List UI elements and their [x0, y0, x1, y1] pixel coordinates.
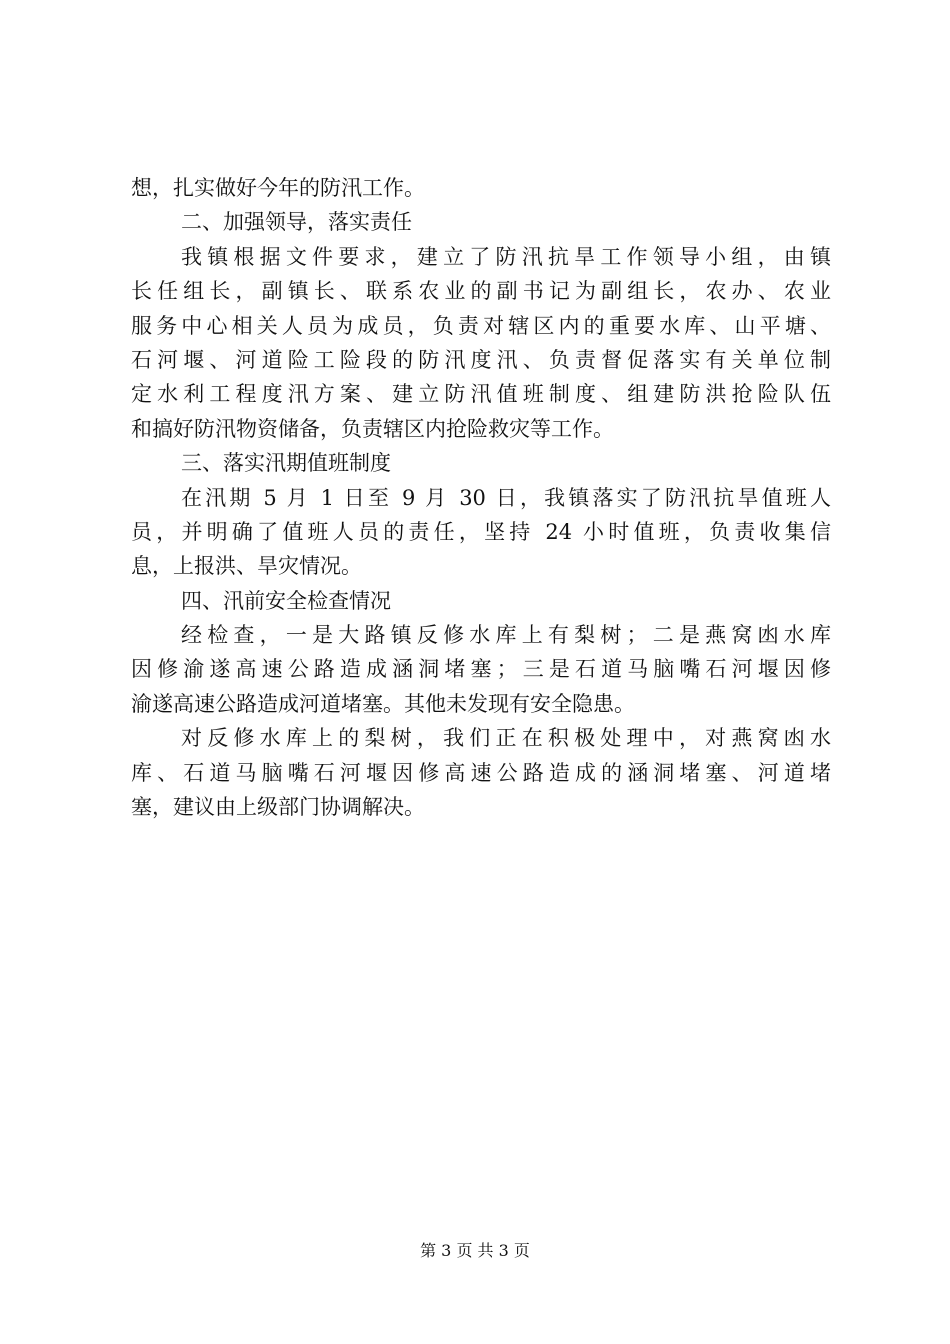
text-line: 塞，建议由上级部门协调解决。: [131, 795, 425, 820]
text-line: 库、石道马脑嘴石河堰因修高速公路造成的涵洞堵塞、河道堵: [131, 760, 831, 785]
text-line: 服务中心相关人员为成员，负责对辖区内的重要水库、山平塘、: [131, 313, 831, 338]
document-body: [131, 171, 831, 824]
text-line: 想，扎实做好今年的防汛工作。: [131, 176, 425, 200]
section-heading: 四、汛前安全检查情况: [181, 588, 391, 613]
text-line: 员，并明确了值班人员的责任，坚持 24 小时值班，负责收集信: [131, 519, 831, 544]
text-line: 定水利工程度汛方案、建立防汛值班制度、组建防洪抢险队伍: [131, 382, 831, 407]
text-line: 长任组长，副镇长、联系农业的副书记为副组长，农办、农业: [131, 279, 831, 304]
text-line: 和搞好防汛物资储备，负责辖区内抢险救灾等工作。: [131, 416, 614, 441]
section-heading: 二、加强领导，落实责任: [181, 210, 412, 235]
page-footer: 第 3 页 共 3 页: [420, 1241, 530, 1260]
text-line: 在汛期 5 月 1 日至 9 月 30 日，我镇落实了防汛抗旱值班人: [181, 485, 831, 510]
text-line: 息，上报洪、旱灾情况。: [131, 554, 362, 579]
section-heading: 三、落实汛期值班制度: [181, 451, 391, 476]
text-line: 因修渝遂高速公路造成涵洞堵塞；三是石道马脑嘴石河堰因修: [131, 657, 831, 682]
text-line: 渝遂高速公路造成河道堵塞。其他未发现有安全隐患。: [131, 691, 635, 716]
text-line: 对反修水库上的梨树，我们正在积极处理中，对燕窝凼水: [181, 726, 831, 751]
text-line: 石河堰、河道险工险段的防汛度汛、负责督促落实有关单位制: [131, 347, 831, 372]
text-line: 经检查，一是大路镇反修水库上有梨树；二是燕窝凼水库: [181, 623, 831, 648]
text-line: 我镇根据文件要求，建立了防汛抗旱工作领导小组，由镇: [181, 244, 831, 269]
